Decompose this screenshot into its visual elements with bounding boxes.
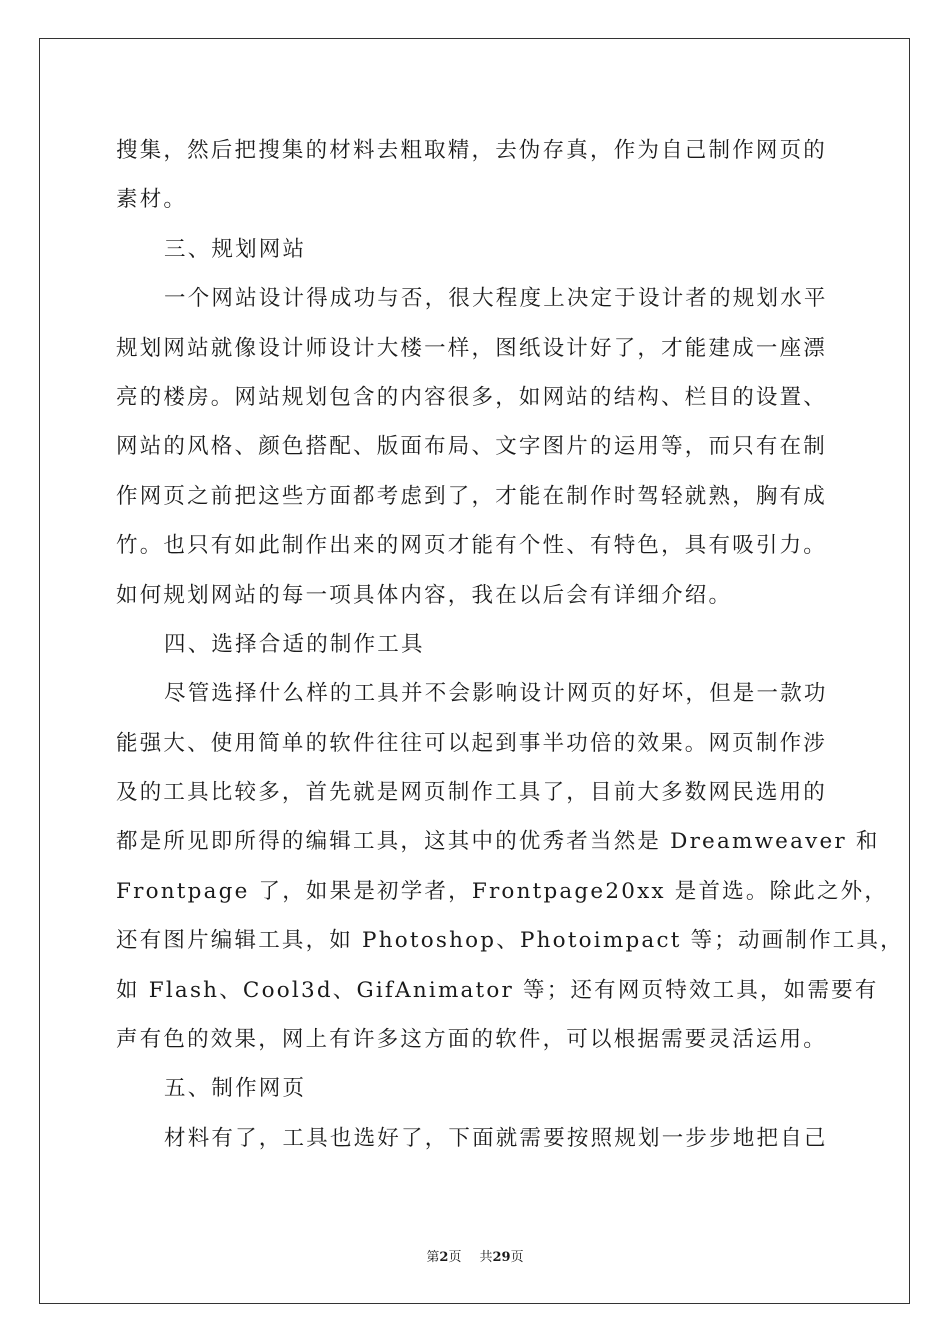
footer-total-number: 29 [492,1250,511,1265]
footer-page-suffix: 页 [448,1250,462,1265]
text-line-4: 一个网站设计得成功与否，很大程度上决定于设计者的规划水平 [164,286,828,312]
text-line-21: 材料有了，工具也选好了，下面就需要按照规划一步步地把自己 [164,1125,828,1151]
text-line-2: 素材。 [116,187,188,213]
text-line-1: 搜集，然后把搜集的材料去粗取精，去伪存真，作为自己制作网页的 [116,138,828,163]
section-heading-5: 五、制作网页 [164,1076,307,1102]
footer-page-prefix: 第 [426,1250,440,1265]
text-line-15: 都是所见即所得的编辑工具，这其中的优秀者当然是 Dreamweaver 和 [116,829,880,855]
text-line-16: Frontpage 了，如果是初学者，Frontpage20xx 是首选。除此之外， [116,878,889,904]
text-line-8: 作网页之前把这些方面都考虑到了，才能在制作时驾轻就熟，胸有成 [116,483,828,509]
text-line-14: 及的工具比较多，首先就是网页制作工具了，目前大多数网民选用的 [116,780,828,806]
section-heading-4: 四、选择合适的制作工具 [164,631,425,657]
footer-page-number: 2 [439,1250,449,1265]
section-heading-3: 三、规划网站 [164,236,307,262]
document-body [116,126,904,1163]
page-footer [0,1246,950,1265]
footer-total-prefix: 共 [479,1250,493,1265]
text-line-13: 能强大、使用简单的软件往往可以起到事半功倍的效果。网页制作涉 [116,730,828,756]
text-line-10: 如何规划网站的每一项具体内容，我在以后会有详细介绍。 [116,582,733,608]
text-line-9: 竹。也只有如此制作出来的网页才能有个性、有特色，具有吸引力。 [116,533,828,559]
text-line-18: 如 Flash、Cool3d、GifAnimator 等；还有网页特效工具，如需要有 [116,977,879,1003]
text-line-12: 尽管选择什么样的工具并不会影响设计网页的好坏，但是一款功 [164,681,828,707]
text-line-7: 网站的风格、颜色搭配、版面布局、文字图片的运用等，而只有在制 [116,434,828,460]
text-line-19: 声有色的效果，网上有许多这方面的软件，可以根据需要灵活运用。 [116,1027,828,1053]
text-line-5: 规划网站就像设计师设计大楼一样，图纸设计好了，才能建成一座漂 [116,335,828,361]
text-line-6: 亮的楼房。网站规划包含的内容很多，如网站的结构、栏目的设置、 [116,384,828,410]
text-line-17: 还有图片编辑工具，如 Photoshop、Photoimpact 等；动画制作工具， [116,928,904,954]
footer-total-suffix: 页 [510,1250,524,1265]
